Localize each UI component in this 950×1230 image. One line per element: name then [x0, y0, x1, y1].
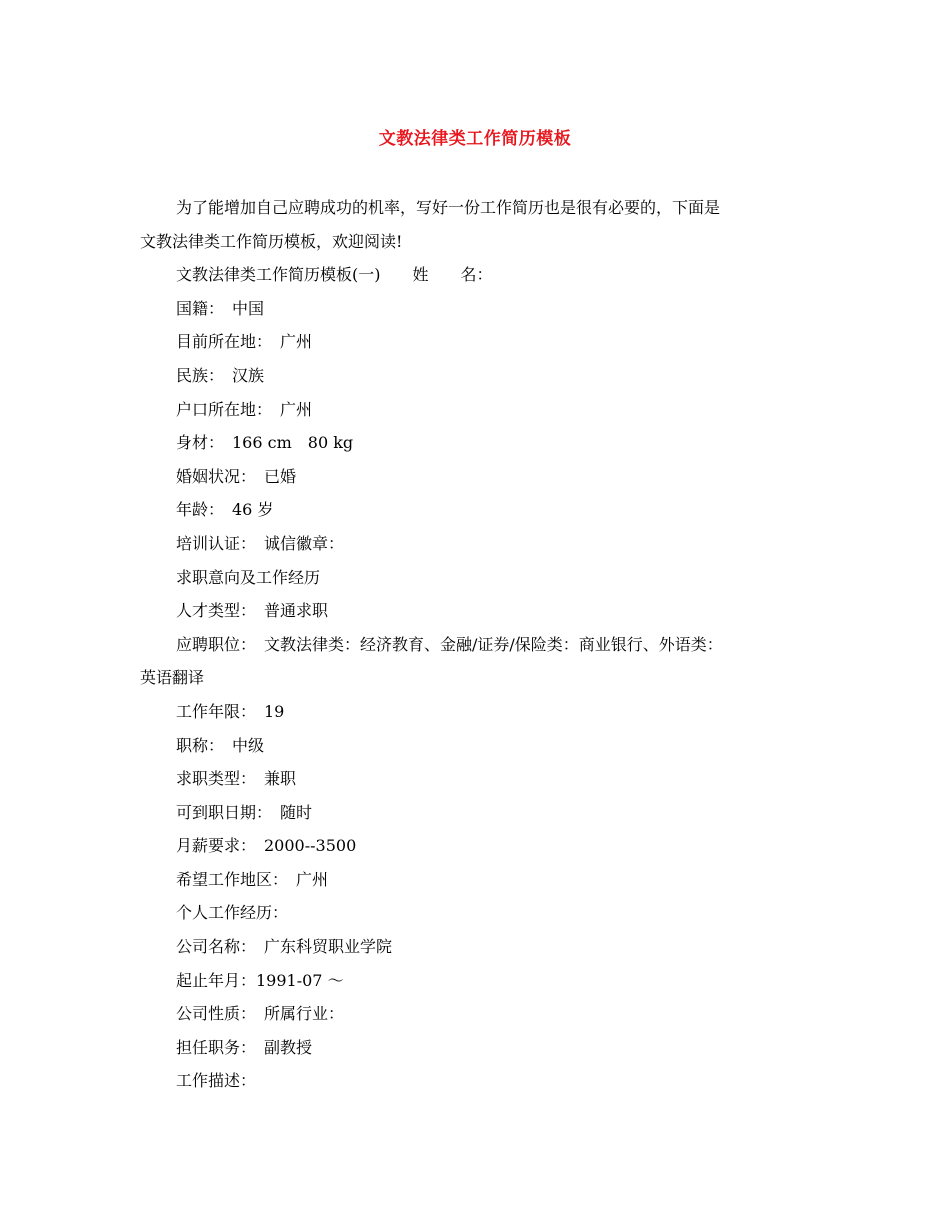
- field-nationality: 国籍： 中国: [176, 298, 265, 318]
- template-heading-name: 文教法律类工作简历模板(一) 姓 名：: [176, 265, 493, 285]
- field-company-name: 公司名称： 广东科贸职业学院: [176, 937, 393, 957]
- field-start-date: 可到职日期： 随时: [176, 802, 313, 822]
- field-job-type: 求职类型： 兼职: [176, 769, 297, 789]
- field-body: 身材： 166 cm 80 kg: [176, 433, 354, 453]
- field-position: 应聘职位： 文教法律类：经济教育、金融/证券/保险类：商业银行、外语类：: [176, 634, 723, 654]
- field-age: 年龄： 46 岁: [176, 500, 274, 520]
- field-ethnicity: 民族： 汉族: [176, 365, 265, 385]
- field-company-nature: 公司性质： 所属行业：: [176, 1004, 345, 1024]
- section-heading-experience: 个人工作经历：: [176, 903, 289, 923]
- field-work-area: 希望工作地区： 广州: [176, 869, 329, 889]
- field-job-description: 工作描述：: [176, 1071, 257, 1091]
- section-heading-job-intent: 求职意向及工作经历: [176, 567, 321, 587]
- document-title: 文教法律类工作简历模板: [378, 129, 572, 149]
- field-talent-type: 人才类型： 普通求职: [176, 601, 329, 621]
- intro-line-1: 为了能增加自己应聘成功的机率，写好一份工作简历也是很有必要的，下面是: [176, 198, 721, 217]
- field-household-location: 户口所在地： 广州: [176, 399, 313, 419]
- intro-line-2: 文教法律类工作简历模板，欢迎阅读!: [140, 231, 403, 251]
- field-current-location: 目前所在地： 广州: [176, 332, 313, 352]
- field-salary: 月薪要求： 2000--3500: [176, 836, 357, 856]
- field-position-continued: 英语翻译: [140, 668, 205, 688]
- field-period: 起止年月：1991-07 ～: [176, 970, 344, 990]
- field-title: 职称： 中级: [176, 735, 265, 755]
- field-work-years: 工作年限： 19: [176, 701, 285, 721]
- field-role: 担任职务： 副教授: [176, 1037, 313, 1057]
- field-certification: 培训认证： 诚信徽章：: [176, 533, 345, 553]
- document-body: [140, 191, 820, 1098]
- field-marital-status: 婚姻状况： 已婚: [176, 466, 297, 486]
